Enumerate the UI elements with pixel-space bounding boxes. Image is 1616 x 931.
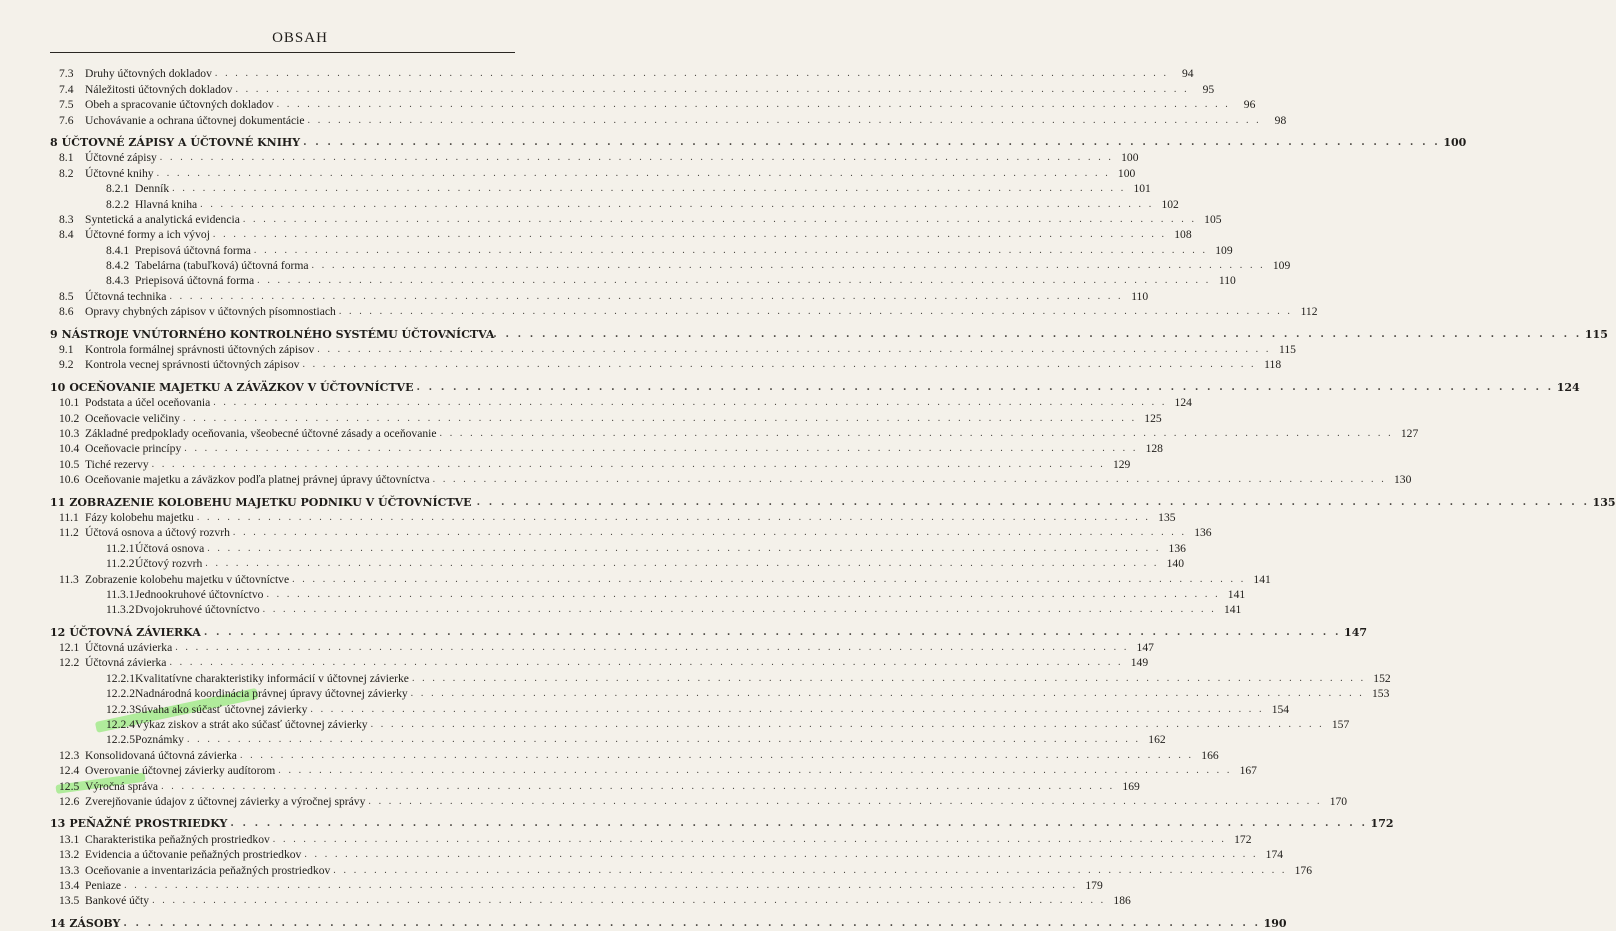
toc-entry [50, 66, 1194, 81]
toc-entry-title: Tabelárna (tabuľková) účtovná forma [135, 259, 309, 273]
page-title: OBSAH [272, 30, 328, 46]
toc-entry [50, 112, 1287, 127]
toc-entry-number: 11.3.1 [106, 587, 135, 601]
toc-entry [50, 794, 1348, 809]
toc-entry-page: 124 [1174, 396, 1192, 410]
dot-leader [152, 893, 1106, 908]
toc-entry-title: ÚČTOVNÁ ZÁVIERKA [69, 625, 201, 639]
dot-leader [452, 495, 1589, 510]
toc-chapter-entry [50, 915, 1287, 930]
toc-entry-page: 135 [1158, 510, 1176, 524]
toc-entry-number: 11.2 [59, 526, 79, 540]
toc-entry-title: ZÁSOBY [69, 916, 121, 930]
toc-entry-number: 8.2 [59, 166, 74, 180]
dot-leader [303, 135, 1440, 150]
toc-entry-title: OCEŇOVANIE MAJETKU A ZÁVÄZKOV V ÚČTOVNÍCTVE [69, 380, 414, 394]
toc-entry [50, 640, 1154, 655]
toc-entry-page: 118 [1264, 358, 1282, 372]
toc-entry [50, 304, 1318, 319]
toc-entry-page: 115 [1278, 343, 1296, 357]
toc-entry-title: Účtovná technika [85, 289, 167, 303]
toc-entry-title: NÁSTROJE VNÚTORNÉHO KONTROLNÉHO SYSTÉMU ÚČTOVNÍCTVA [61, 327, 495, 341]
toc-entry-number: 13.2 [59, 848, 80, 862]
dot-leader [310, 702, 1264, 717]
toc-entry-page: 98 [1274, 113, 1287, 127]
toc-entry-page: 105 [1204, 212, 1222, 226]
dot-leader [152, 457, 1106, 472]
dot-leader [124, 878, 1078, 893]
dot-leader [312, 258, 1266, 273]
toc-entry [50, 778, 1140, 793]
toc-entry-page: 149 [1130, 656, 1149, 670]
toc-entry [50, 655, 1149, 670]
toc-entry-page: 166 [1201, 748, 1219, 762]
toc-entry-number: 7.3 [59, 67, 74, 81]
toc-entry-page: 125 [1144, 411, 1162, 425]
toc-entry [50, 831, 1252, 846]
dot-leader [200, 197, 1154, 212]
toc-entry-page: 167 [1239, 764, 1257, 778]
dot-leader [339, 304, 1293, 319]
toc-entry-page: 112 [1300, 305, 1318, 319]
toc-entry-page: 100 [1121, 151, 1139, 165]
toc-entry-title: Denník [135, 182, 170, 196]
toc-entry-title: Účtovná závierka [85, 656, 167, 670]
toc-entry-page: 95 [1202, 82, 1215, 96]
dot-leader [204, 625, 1341, 640]
dot-leader [187, 732, 1141, 747]
toc-entry-page: 110 [1218, 274, 1236, 288]
toc-entry [50, 242, 1233, 257]
toc-entry-number: 13 [50, 817, 66, 831]
toc-entry-number: 9.2 [59, 358, 74, 372]
toc-entry-title: Uchovávanie a ochrana účtovnej dokumentácie [85, 113, 305, 127]
toc-entry-number: 8.6 [59, 305, 74, 319]
toc-entry [50, 357, 1282, 372]
toc-entry-title: Overovanie účtovnej závierky audítorom [85, 764, 276, 778]
dot-leader [172, 181, 1126, 196]
toc-entry [50, 181, 1151, 196]
dot-leader [412, 671, 1366, 686]
toc-entry [50, 878, 1103, 893]
toc-chapter-entry [50, 494, 1616, 509]
dot-leader [169, 655, 1123, 670]
dot-leader [317, 342, 1271, 357]
dot-leader [184, 441, 1138, 456]
toc-entry-title: Opravy chybných zápisov v účtovných písomnostiach [85, 305, 336, 319]
toc-entry [50, 686, 1390, 701]
toc-entry-page: 162 [1148, 733, 1166, 747]
toc-entry-page: 100 [1117, 166, 1136, 180]
toc-entry-page: 135 [1592, 495, 1616, 509]
toc-entry-number: 7.4 [59, 82, 74, 96]
toc-entry-page: 100 [1443, 135, 1467, 149]
dot-leader [302, 357, 1256, 372]
toc-entry-title: Obeh a spracovanie účtovných dokladov [85, 98, 274, 112]
toc-entry-number: 12.2.4 [106, 718, 135, 732]
toc-entry-title: Zobrazenie kolobehu majetku v účtovníctve [85, 572, 290, 586]
toc-entry-title: Účtovné zápisy [85, 151, 157, 165]
dot-leader [304, 847, 1258, 862]
toc-entry-number: 8.4.3 [106, 274, 130, 288]
toc-entry-title: Oceňovanie majetku a záväzkov podľa platnej právnej úpravy účtovníctva [85, 473, 430, 487]
dot-leader [213, 227, 1167, 242]
toc-entry-title: ÚČTOVNÉ ZÁPISY A ÚČTOVNÉ KNIHY [61, 135, 301, 149]
toc-entry-page: 170 [1329, 794, 1348, 808]
dot-leader [160, 150, 1114, 165]
dot-leader [266, 587, 1220, 602]
toc-entry [50, 97, 1256, 112]
toc-entry-number: 8.5 [59, 289, 74, 303]
toc-entry-title: Účtový rozvrh [135, 557, 203, 571]
toc-entry-number: 10.4 [59, 442, 80, 456]
toc-entry [50, 212, 1222, 227]
toc-entry-title: Prepisová účtovná forma [135, 243, 251, 257]
toc-entry-number: 12.5 [59, 779, 80, 793]
toc-entry-page: 108 [1174, 228, 1192, 242]
toc-entry-page: 172 [1234, 832, 1252, 846]
dot-leader [292, 572, 1246, 587]
table-of-contents [50, 66, 1616, 931]
toc-entry [50, 342, 1296, 357]
dot-leader [263, 602, 1217, 617]
toc-entry-title: Syntetická a analytická evidencia [85, 212, 240, 226]
dot-leader [278, 763, 1232, 778]
toc-entry-title: Jednookruhové účtovníctvo [135, 587, 264, 601]
toc-entry-number: 14 [50, 916, 66, 930]
toc-entry-number: 12.6 [59, 794, 80, 808]
toc-entry-number: 8.4 [59, 228, 74, 242]
toc-entry-title: Oceňovacie princípy [85, 442, 182, 456]
toc-entry-title: Kontrola formálnej správnosti účtovných zápisov [85, 343, 315, 357]
toc-entry-number: 8 [50, 135, 58, 149]
toc-entry [50, 670, 1391, 685]
toc-entry [50, 717, 1350, 732]
toc-entry-title: Tiché rezervy [85, 457, 149, 471]
toc-entry-page: 190 [1263, 916, 1287, 930]
toc-entry-number: 12.3 [59, 748, 80, 762]
toc-entry [50, 258, 1291, 273]
toc-entry-title: Kvalitatívne charakteristiky informácií v účtovnej závierke [135, 671, 409, 685]
toc-entry [50, 395, 1192, 410]
toc-entry [50, 893, 1131, 908]
toc-entry-title: Účtová osnova [135, 541, 205, 555]
toc-entry-number: 8.1 [59, 151, 74, 165]
toc-entry-number: 11.1 [59, 510, 79, 524]
toc-chapter-entry [50, 379, 1580, 394]
toc-entry-number: 13.5 [59, 894, 80, 908]
dot-leader [169, 289, 1123, 304]
toc-entry-title: Dvojokruhové účtovníctvo [135, 603, 260, 617]
toc-entry-title: Charakteristika peňažných prostriedkov [85, 832, 270, 846]
dot-leader [277, 97, 1231, 112]
toc-entry-page: 127 [1400, 426, 1419, 440]
toc-entry-title: Oceňovanie a inventarizácia peňažných prostriedkov [85, 863, 331, 877]
toc-entry [50, 165, 1136, 180]
toc-entry-title: Nadnárodná koordinácia právnej úpravy účtovnej závierky [135, 687, 408, 701]
toc-chapter-entry [50, 135, 1467, 150]
dot-leader [213, 395, 1167, 410]
toc-entry [50, 571, 1271, 586]
toc-entry [50, 510, 1176, 525]
toc-entry-title: Účtovné knihy [85, 166, 154, 180]
toc-entry [50, 410, 1162, 425]
toc-entry-title: Konsolidovaná účtovná závierka [85, 748, 237, 762]
toc-entry-page: 154 [1271, 702, 1290, 716]
toc-chapter-entry [50, 624, 1368, 639]
toc-entry-number: 10.5 [59, 457, 80, 471]
toc-entry [50, 456, 1131, 471]
toc-entry-page: 152 [1373, 671, 1391, 685]
dot-leader [416, 380, 1553, 395]
toc-entry-number: 12.2.5 [106, 733, 135, 747]
toc-entry-title: PEŇAŽNÉ PROSTRIEDKY [69, 817, 228, 831]
dot-leader [411, 686, 1365, 701]
toc-entry-page: 96 [1243, 98, 1256, 112]
toc-entry-title: Súvaha ako súčasť účtovnej závierky [135, 702, 308, 716]
toc-entry-page: 153 [1371, 687, 1390, 701]
toc-entry-title: Poznámky [135, 733, 184, 747]
toc-entry [50, 862, 1312, 877]
dot-leader [445, 327, 1582, 342]
toc-entry-page: 157 [1331, 718, 1350, 732]
toc-entry-title: Priepisová účtovná forma [135, 274, 255, 288]
toc-entry-number: 11.3.2 [106, 603, 135, 617]
toc-entry-number: 13.4 [59, 878, 80, 892]
toc-entry-title: Základné predpoklady oceňovania, všeobecné účtovné zásady a oceňovanie [85, 426, 437, 440]
toc-entry [50, 472, 1412, 487]
toc-entry-number: 8.4.2 [106, 259, 130, 273]
toc-entry-number: 8.2.2 [106, 197, 130, 211]
dot-leader [123, 916, 1260, 931]
toc-entry-number: 12.1 [59, 641, 80, 655]
toc-entry [50, 701, 1290, 716]
toc-entry-number: 10.1 [59, 396, 80, 410]
toc-entry [50, 81, 1215, 96]
toc-entry-number: 8.2.1 [106, 182, 130, 196]
toc-entry-title: Bankové účty [85, 894, 150, 908]
dot-leader [433, 472, 1387, 487]
toc-entry-number: 9.1 [59, 343, 74, 357]
toc-entry-number: 12.4 [59, 764, 80, 778]
toc-entry-page: 136 [1194, 526, 1212, 540]
toc-entry-title: Evidencia a účtovanie peňažných prostriedkov [85, 848, 302, 862]
toc-entry-number: 10.3 [59, 426, 80, 440]
toc-entry-title: Kontrola vecnej správnosti účtovných zápisov [85, 358, 300, 372]
toc-entry-page: 147 [1344, 625, 1368, 639]
toc-entry-number: 12.2.3 [106, 702, 135, 716]
toc-entry-number: 9 [50, 327, 58, 341]
toc-entry [50, 426, 1419, 441]
toc-entry-title: Druhy účtovných dokladov [85, 67, 212, 81]
dot-leader [197, 510, 1151, 525]
toc-entry [50, 763, 1257, 778]
toc-entry [50, 747, 1219, 762]
toc-entry [50, 847, 1284, 862]
toc-entry [50, 150, 1139, 165]
toc-entry-number: 11 [50, 495, 66, 509]
toc-entry-page: 102 [1161, 197, 1179, 211]
toc-entry-number: 7.6 [59, 113, 74, 127]
toc-entry-number: 7.5 [59, 98, 74, 112]
dot-leader [273, 832, 1227, 847]
dot-leader [254, 243, 1208, 258]
toc-entry-number: 11.3 [59, 572, 79, 586]
toc-entry-page: 115 [1584, 327, 1608, 341]
dot-leader [215, 66, 1169, 81]
toc-entry [50, 602, 1242, 617]
dot-leader [183, 411, 1137, 426]
toc-entry-title: Zverejňovanie údajov z účtovnej závierky a výročnej správy [85, 794, 366, 808]
toc-entry-page: 141 [1227, 587, 1246, 601]
toc-entry [50, 441, 1163, 456]
toc-entry-page: 174 [1265, 848, 1284, 862]
dot-leader [333, 863, 1287, 878]
toc-entry-page: 176 [1294, 863, 1312, 877]
toc-entry-title: Hlavná kniha [135, 197, 198, 211]
toc-entry-page: 140 [1166, 557, 1184, 571]
toc-entry-page: 169 [1122, 779, 1140, 793]
dot-leader [243, 212, 1197, 227]
toc-entry-title: ZOBRAZENIE KOLOBEHU MAJETKU PODNIKU V ÚČTOVNÍCTVE [69, 495, 472, 509]
toc-entry-title: Účtová osnova a účtový rozvrh [85, 526, 230, 540]
dot-leader [157, 166, 1111, 181]
toc-entry-title: Výkaz ziskov a strát ako súčasť účtovnej závierky [135, 718, 368, 732]
toc-entry-title: Peniaze [85, 878, 122, 892]
dot-leader [308, 113, 1262, 128]
toc-entry [50, 196, 1179, 211]
toc-entry-page: 129 [1112, 457, 1131, 471]
toc-entry-number: 8.3 [59, 212, 74, 226]
toc-entry-page: 109 [1272, 259, 1291, 273]
toc-entry-number: 12 [50, 625, 66, 639]
toc-entry-page: 101 [1133, 182, 1151, 196]
toc-entry-page: 94 [1181, 67, 1194, 81]
toc-entry-number: 10.2 [59, 411, 80, 425]
dot-leader [161, 779, 1115, 794]
toc-entry [50, 273, 1236, 288]
toc-entry-number: 8.4.1 [106, 243, 130, 257]
toc-entry-page: 110 [1131, 289, 1149, 303]
toc-entry-title: Účtovné formy a ich vývoj [85, 228, 210, 242]
toc-chapter-entry [50, 326, 1608, 341]
dot-leader [368, 794, 1322, 809]
toc-entry-page: 130 [1393, 473, 1412, 487]
toc-entry [50, 556, 1184, 571]
dot-leader [440, 426, 1394, 441]
dot-leader [205, 556, 1159, 571]
toc-entry-page: 136 [1168, 541, 1186, 555]
toc-entry-number: 13.1 [59, 832, 80, 846]
toc-entry-number: 10 [50, 380, 66, 394]
dot-leader [175, 640, 1129, 655]
toc-entry-page: 124 [1556, 380, 1580, 394]
toc-entry [50, 540, 1186, 555]
dot-leader [235, 82, 1189, 97]
toc-entry-title: Výročná správa [85, 779, 159, 793]
toc-entry-page: 147 [1136, 641, 1154, 655]
toc-entry-title: Náležitosti účtovných dokladov [85, 82, 233, 96]
toc-entry-page: 141 [1253, 572, 1271, 586]
toc-entry-title: Fázy kolobehu majetku [85, 510, 194, 524]
dot-leader [233, 525, 1187, 540]
toc-entry-number: 11.2.1 [106, 541, 135, 555]
toc-entry-page: 128 [1145, 442, 1163, 456]
toc-entry-page: 179 [1085, 878, 1103, 892]
toc-entry-number: 11.2.2 [106, 557, 135, 571]
toc-entry-title: Podstata a účel oceňovania [85, 396, 211, 410]
toc-entry-page: 186 [1113, 894, 1131, 908]
toc-entry-title: Účtovná uzávierka [85, 641, 173, 655]
toc-chapter-entry [50, 816, 1394, 831]
toc-entry-number: 13.3 [59, 863, 80, 877]
toc-entry [50, 525, 1212, 540]
toc-entry [50, 732, 1166, 747]
toc-entry [50, 288, 1149, 303]
dot-leader [257, 273, 1211, 288]
toc-entry-title: Oceňovacie veličiny [85, 411, 180, 425]
toc-entry [50, 227, 1192, 242]
toc-entry-number: 10.6 [59, 473, 80, 487]
toc-entry-number: 12.2 [59, 656, 80, 670]
toc-entry-page: 109 [1215, 243, 1233, 257]
toc-entry [50, 587, 1246, 602]
toc-entry-page: 141 [1223, 603, 1242, 617]
dot-leader [207, 541, 1161, 556]
dot-leader [371, 717, 1325, 732]
toc-entry-number: 12.2.2 [106, 687, 135, 701]
dot-leader [230, 816, 1367, 831]
dot-leader [240, 748, 1194, 763]
header-divider [50, 52, 515, 53]
toc-entry-page: 172 [1370, 817, 1394, 831]
toc-entry-number: 12.2.1 [106, 671, 135, 685]
